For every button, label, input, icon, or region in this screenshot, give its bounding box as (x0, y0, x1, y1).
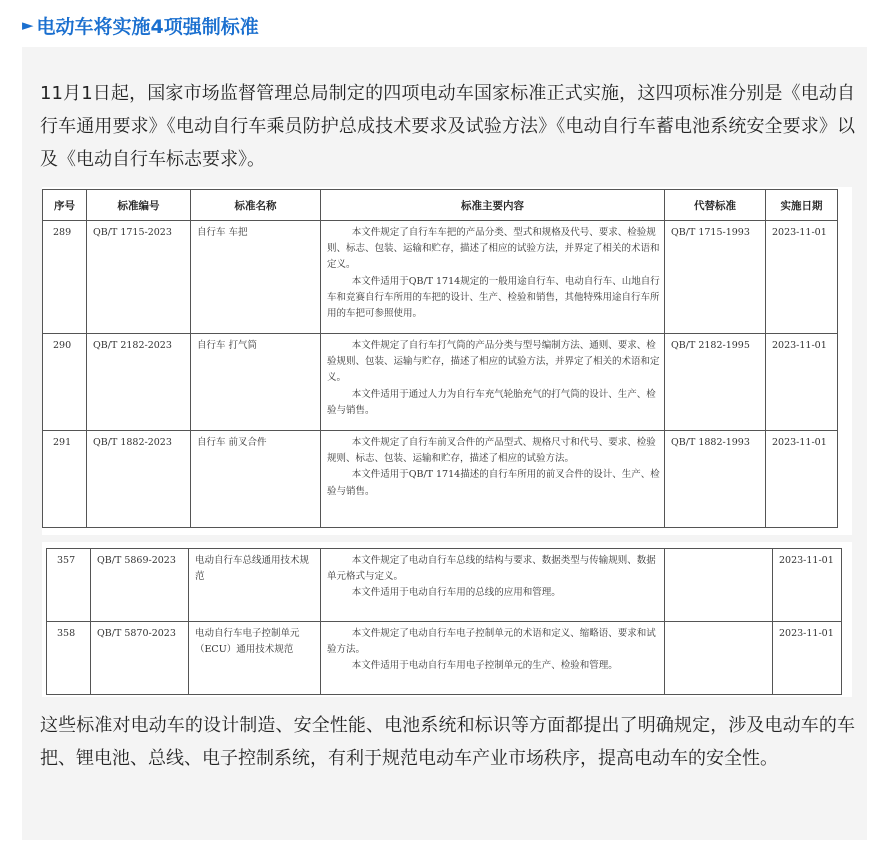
cell-no: 290 (43, 334, 87, 431)
standards-table-image-1 (42, 187, 852, 535)
cell-date: 2023-11-01 (773, 549, 842, 622)
article-card (22, 47, 867, 840)
cell-no: 357 (47, 549, 91, 622)
cell-replaces: QB/T 1715-1993 (665, 221, 766, 334)
intro-paragraph: 11月1日起，国家市场监督管理总局制定的四项电动车国家标准正式实施，这四项标准分别是《电动自行车通用要求》《电动自行车乘员防护总成技术要求及试验方法》《电动自行车蓄电池系统安全要求》以及《电动自行车标志要求》。 (40, 83, 855, 170)
content-line: 本文件规定了电动自行车总线的结构与要求、数据类型与传输规则、数据单元格式与定义。 (327, 555, 656, 583)
cell-name: 电动自行车总线通用技术规范 (189, 549, 321, 622)
content-line: 本文件适用于通过人力为自行车充气轮胎充气的打气筒的设计、生产、检验与销售。 (327, 388, 656, 416)
table-row (43, 334, 838, 431)
col-header-name: 标准名称 (191, 190, 321, 221)
standards-table-image-2 (42, 542, 852, 697)
content-line: 本文件适用于电动自行车用的总线的应用和管理。 (351, 587, 561, 599)
cell-replaces (665, 549, 773, 622)
cell-replaces (665, 622, 773, 695)
content-line: 本文件规定了电动自行车电子控制单元的术语和定义、缩略语、要求和试验方法。 (327, 628, 656, 656)
standards-table-continued (46, 548, 842, 695)
cell-date: 2023-11-01 (766, 431, 838, 528)
content-line: 本文件适用于电动自行车用电子控制单元的生产、检验和管理。 (351, 660, 618, 672)
cell-no: 291 (43, 431, 87, 528)
cell-name: 自行车 前叉合件 (191, 431, 321, 528)
cell-code: QB/T 5870-2023 (91, 622, 189, 695)
content-line: 本文件适用于QB/T 1714描述的自行车所用的前叉合件的设计、生产、检验与销售。 (327, 469, 660, 497)
table-row (43, 221, 838, 334)
cell-code: QB/T 5869-2023 (91, 549, 189, 622)
section-heading (22, 10, 259, 40)
cell-date: 2023-11-01 (773, 622, 842, 695)
triangle-marker-icon: ► (22, 16, 34, 34)
content-line: 本文件规定了自行车打气筒的产品分类与型号编制方法、通则、要求、检验规则、包装、运输与贮存，描述了相应的试验方法，并界定了相关的术语和定义。 (327, 340, 660, 384)
col-header-no: 序号 (43, 190, 87, 221)
content-line: 本文件适用于QB/T 1714规定的一般用途自行车、电动自行车、山地自行车和竞赛自行车所用的车把的设计、生产、检验和销售，其他特殊用途自行车所用的车把可参照使用。 (327, 275, 660, 320)
table-row (47, 622, 842, 695)
table-header-row (43, 190, 838, 221)
cell-no: 358 (47, 622, 91, 695)
col-header-date: 实施日期 (766, 190, 838, 221)
cell-content (321, 334, 665, 431)
col-header-content: 标准主要内容 (321, 190, 665, 221)
cell-name: 自行车 车把 (191, 221, 321, 334)
cell-replaces: QB/T 2182-1995 (665, 334, 766, 431)
cell-code: QB/T 1715-2023 (87, 221, 191, 334)
cell-code: QB/T 1882-2023 (87, 431, 191, 528)
cell-replaces: QB/T 1882-1993 (665, 431, 766, 528)
cell-date: 2023-11-01 (766, 334, 838, 431)
cell-name: 自行车 打气筒 (191, 334, 321, 431)
table-row (47, 549, 842, 622)
cell-content (321, 549, 665, 622)
heading-title: 电动车将实施4项强制标准 (36, 15, 259, 38)
col-header-code: 标准编号 (87, 190, 191, 221)
summary-paragraph: 这些标准对电动车的设计制造、安全性能、电池系统和标识等方面都提出了明确规定，涉及电动车的车把、锂电池、总线、电子控制系统，有利于规范电动车产业市场秩序，提高电动车的安全性。 (40, 715, 855, 769)
cell-code: QB/T 2182-2023 (87, 334, 191, 431)
cell-content (321, 431, 665, 528)
cell-date: 2023-11-01 (766, 221, 838, 334)
cell-no: 289 (43, 221, 87, 334)
cell-content (321, 221, 665, 334)
content-line: 本文件规定了自行车前叉合件的产品型式、规格尺寸和代号、要求、检验规则、标志、包装、运输和贮存，描述了相应的试验方法。 (327, 437, 656, 465)
content-line: 本文件规定了自行车车把的产品分类、型式和规格及代号、要求、检验规则、标志、包装、运输和贮存，描述了相应的试验方法，并界定了相关的术语和定义。 (327, 227, 660, 271)
table-row (43, 431, 838, 528)
col-header-replaces: 代替标准 (665, 190, 766, 221)
cell-content (321, 622, 665, 695)
standards-table (42, 189, 838, 528)
cell-name: 电动自行车电子控制单元（ECU）通用技术规范 (189, 622, 321, 695)
